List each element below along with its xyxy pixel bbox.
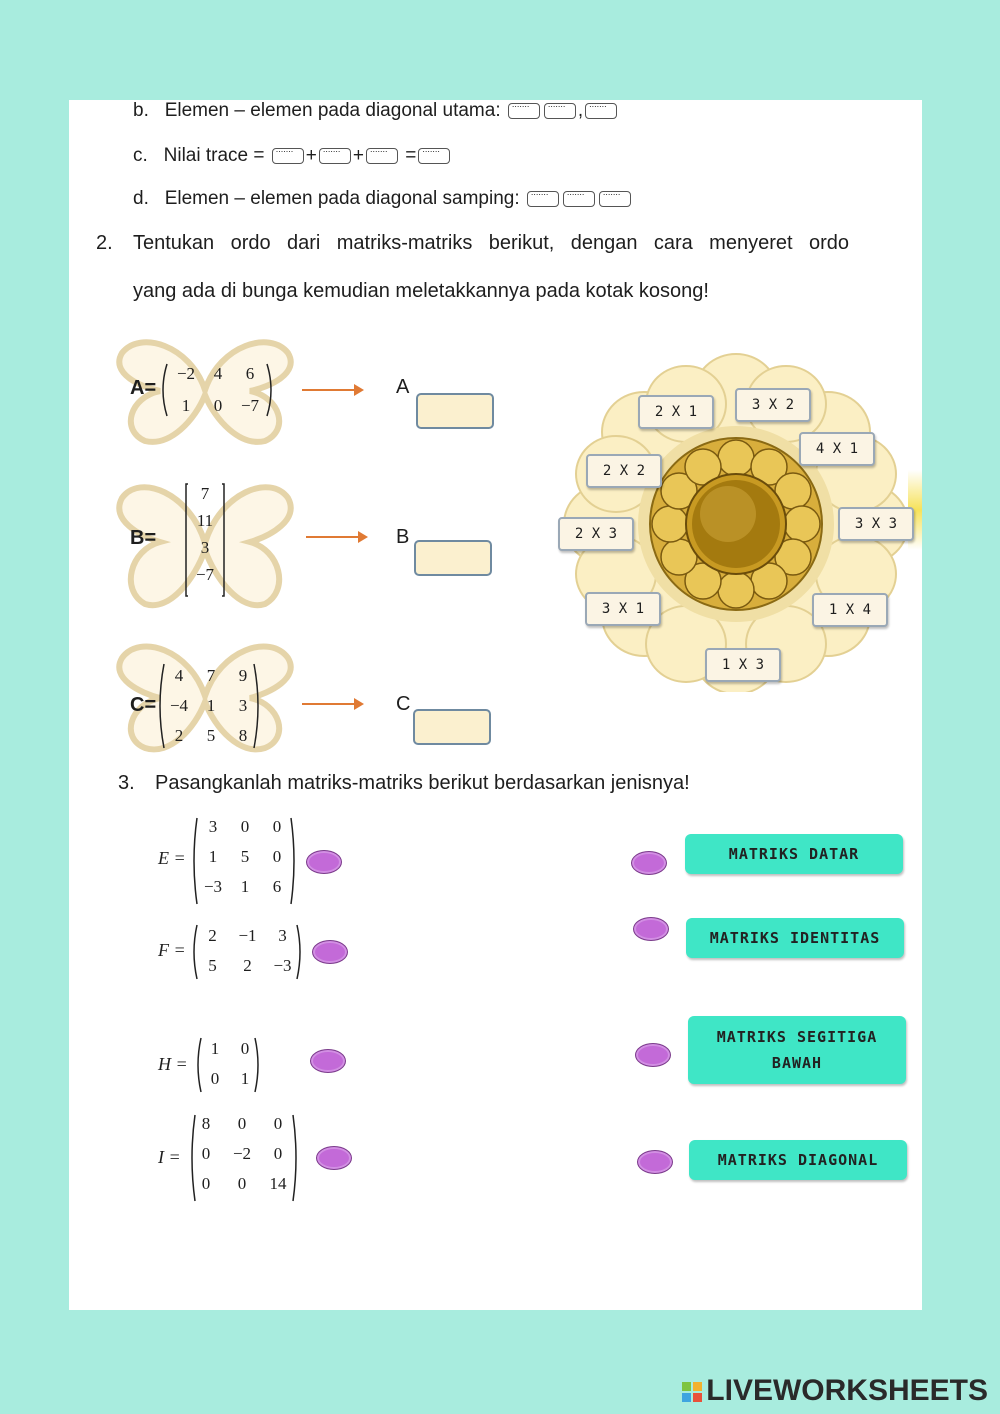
matrix-cell: 0: [237, 1174, 247, 1193]
answer-box[interactable]: [599, 191, 631, 207]
matrix-cell: 7: [206, 666, 216, 685]
matrix-a-label: A=: [130, 377, 157, 399]
matrix-cell: 8: [201, 1114, 211, 1133]
matrix-cell: 0: [272, 847, 282, 866]
drop-box-c[interactable]: [413, 709, 491, 745]
target-c-label: C: [396, 693, 411, 715]
answer-box[interactable]: [585, 103, 617, 119]
q1-c-label: c.: [133, 145, 148, 166]
matrix-cell: 0: [273, 1144, 283, 1163]
connector-dot-type[interactable]: [635, 1043, 671, 1067]
q1-b: [133, 100, 619, 122]
q1-b-text: Elemen – elemen pada diagonal utama:: [164, 100, 501, 121]
connector-dot-type[interactable]: [637, 1150, 673, 1174]
matrix-cell: 0: [240, 817, 250, 836]
plus-sign: +: [352, 145, 364, 166]
q1-c: [133, 145, 452, 167]
q1-c-text: Nilai trace =: [163, 145, 265, 166]
matrix-i: [188, 1114, 296, 1194]
q1-d-text: Elemen – elemen pada diagonal samping:: [164, 188, 520, 209]
order-tag[interactable]: 3 X 2: [735, 388, 811, 422]
matrix-cell: 2: [174, 726, 184, 745]
q1-d-label: d.: [133, 188, 149, 209]
matrix-cell: 0: [201, 1174, 211, 1193]
connector-dot-type[interactable]: [631, 851, 667, 875]
type-matriks-diagonal[interactable]: MATRIKS DIAGONAL: [689, 1140, 907, 1180]
q2-instruction-line2: yang ada di bunga kemudian meletakkannya pada kotak kosong!: [133, 280, 709, 302]
matrix-cell: −7: [240, 396, 260, 415]
matrix-f-label: F =: [158, 940, 186, 960]
type-matriks-segitiga-bawah[interactable]: MATRIKS SEGITIGA BAWAH: [688, 1016, 906, 1084]
matrix-i-label: I =: [158, 1147, 181, 1167]
matrix-cell: 3: [208, 817, 218, 836]
order-tag[interactable]: 4 X 1: [799, 432, 875, 466]
answer-box[interactable]: [508, 103, 540, 119]
matrix-cell: −7: [195, 565, 215, 584]
matrix-cell: −2: [232, 1144, 252, 1163]
target-a-label: A: [396, 376, 410, 398]
matrix-a: [170, 364, 266, 416]
matrix-h-label: H =: [158, 1054, 188, 1074]
connector-dot-type[interactable]: [633, 917, 669, 941]
matrix-cell: −3: [203, 877, 223, 896]
answer-box[interactable]: [272, 148, 304, 164]
order-tag[interactable]: 1 X 3: [705, 648, 781, 682]
matrix-e: [197, 817, 293, 897]
matrix-cell: 5: [240, 847, 250, 866]
q3-instruction: Pasangkanlah matriks-matriks berikut berdasarkan jenisnya!: [155, 772, 690, 794]
q2-number: 2.: [96, 232, 113, 254]
logo-square: [682, 1393, 691, 1402]
matrix-cell: 4: [174, 666, 184, 685]
matrix-c: [163, 666, 259, 746]
matrix-cell: 1: [181, 396, 191, 415]
type-matriks-identitas[interactable]: MATRIKS IDENTITAS: [686, 918, 904, 958]
q2-instruction-line1: Tentukan ordo dari matriks-matriks berikut, dengan cara menyeret ordo: [133, 232, 849, 254]
matrix-cell: −2: [176, 364, 196, 383]
matrix-cell: 1: [240, 877, 250, 896]
answer-box[interactable]: [563, 191, 595, 207]
matrix-cell: 2: [208, 926, 217, 945]
matrix-cell: 0: [201, 1144, 211, 1163]
type-matriks-datar[interactable]: MATRIKS DATAR: [685, 834, 903, 874]
matrix-cell: 14: [269, 1174, 287, 1193]
connector-dot-h[interactable]: [310, 1049, 346, 1073]
arrow-icon: [302, 703, 362, 705]
matrix-cell: 0: [210, 1069, 220, 1088]
matrix-cell: 2: [243, 956, 252, 975]
matrix-cell: −1: [238, 926, 257, 945]
matrix-cell: 0: [237, 1114, 247, 1133]
comma: ,: [577, 100, 584, 121]
matrix-cell: 0: [273, 1114, 283, 1133]
matrix-cell: 6: [272, 877, 282, 896]
arrow-icon: [302, 389, 362, 391]
matrix-h: [200, 1039, 260, 1089]
connector-dot-f[interactable]: [312, 940, 348, 964]
drop-box-a[interactable]: [416, 393, 494, 429]
order-tag[interactable]: 3 X 1: [585, 592, 661, 626]
equals-sign: =: [405, 145, 417, 166]
q1-d: [133, 188, 633, 210]
liveworksheets-logo: [682, 1374, 988, 1408]
matrix-cell: 9: [238, 666, 248, 685]
matrix-cell: 1: [208, 847, 218, 866]
matrix-cell: 11: [196, 511, 214, 530]
arrow-icon: [306, 536, 366, 538]
answer-box[interactable]: [319, 148, 351, 164]
plus-sign: +: [305, 145, 317, 166]
matrix-b: [190, 484, 220, 585]
connector-dot-i[interactable]: [316, 1146, 352, 1170]
matrix-cell: 1: [210, 1039, 220, 1058]
matrix-cell: 3: [278, 926, 287, 945]
logo-text: LIVEWORKSHEETS: [706, 1374, 988, 1407]
matrix-cell: 3: [238, 696, 248, 715]
drop-box-b[interactable]: [414, 540, 492, 576]
connector-dot-e[interactable]: [306, 850, 342, 874]
q3-number: 3.: [118, 772, 135, 794]
matrix-cell: −4: [169, 696, 189, 715]
logo-square: [682, 1382, 691, 1391]
order-tag[interactable]: 2 X 2: [586, 454, 662, 488]
logo-square: [693, 1393, 702, 1402]
matrix-cell: 3: [200, 538, 210, 557]
matrix-cell: 1: [206, 696, 216, 715]
logo-square: [693, 1382, 702, 1391]
target-b-label: B: [396, 526, 410, 548]
matrix-cell: −3: [273, 956, 292, 975]
matrix-f: [195, 926, 300, 976]
matrix-cell: 5: [208, 956, 217, 975]
matrix-c-label: C=: [130, 694, 157, 716]
matrix-cell: 7: [200, 484, 210, 503]
matrix-cell: 6: [245, 364, 255, 383]
logo-icon: [682, 1382, 702, 1402]
answer-box[interactable]: [544, 103, 576, 119]
answer-box[interactable]: [366, 148, 398, 164]
matrix-cell: 0: [272, 817, 282, 836]
answer-box[interactable]: [418, 148, 450, 164]
order-tag[interactable]: 1 X 4: [812, 593, 888, 627]
matrix-cell: 0: [213, 396, 223, 415]
matrix-cell: 4: [213, 364, 223, 383]
matrix-b-label: B=: [130, 527, 157, 549]
matrix-cell: 1: [240, 1069, 250, 1088]
order-tag[interactable]: 2 X 1: [638, 395, 714, 429]
matrix-cell: 0: [240, 1039, 250, 1058]
answer-box[interactable]: [527, 191, 559, 207]
matrix-cell: 5: [206, 726, 216, 745]
matrix-cell: 8: [238, 726, 248, 745]
matrix-e-label: E =: [158, 848, 186, 868]
order-tag[interactable]: 3 X 3: [838, 507, 914, 541]
order-tag[interactable]: 2 X 3: [558, 517, 634, 551]
q1-b-label: b.: [133, 100, 149, 121]
